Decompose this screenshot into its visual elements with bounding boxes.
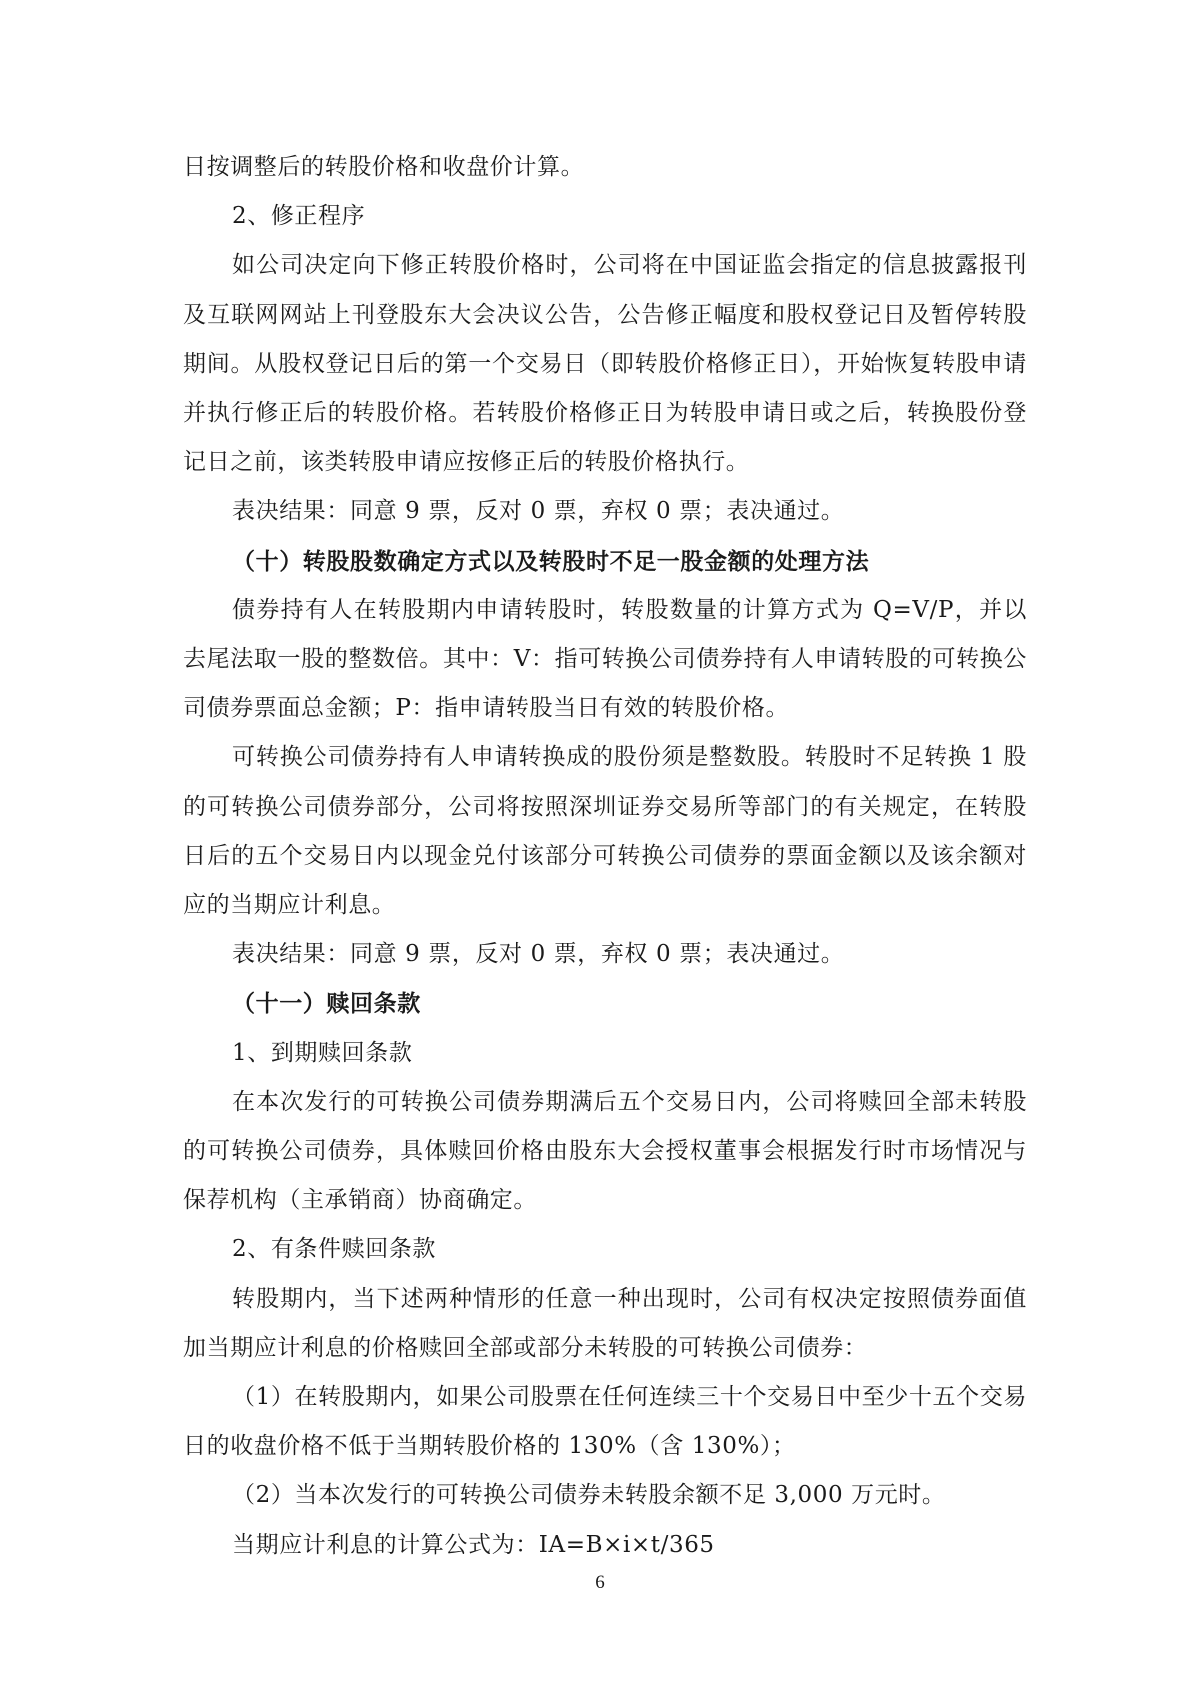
page-number: 6 [595, 1572, 605, 1593]
paragraph-conditional-redemption: 转股期内，当下述两种情形的任意一种出现时，公司有权决定按照债券面值加当期应计利息的价格赎回全部或部分未转股的可转换公司债券： [183, 1285, 1027, 1361]
paragraph-conversion-formula: 债券持有人在转股期内申请转股时，转股数量的计算方式为 Q=V/P，并以去尾法取一股的整数倍。其中：V：指可转换公司债券持有人申请转股的可转换公司债券票面总金额；P：指申请转股当日有效的转股价格。 [183, 596, 1027, 722]
paragraph-continuation: 日按调整后的转股价格和收盘价计算。 [183, 154, 585, 180]
page-body [183, 143, 1027, 1570]
paragraph-fractional-share: 可转换公司债券持有人申请转换成的股份须是整数股。转股时不足转换 1 股的可转换公司债券部分，公司将按照深圳证券交易所等部门的有关规定，在转股日后的五个交易日内以现金兑付该部分可转换公司债券的票面金额以及该余额对应的当期应计利息。 [183, 744, 1027, 919]
condition-item-1: （1）在转股期内，如果公司股票在任何连续三十个交易日中至少十五个交易日的收盘价格不低于当期转股价格的 130%（含 130%）； [183, 1384, 1027, 1460]
section-heading-10: （十）转股股数确定方式以及转股时不足一股金额的处理方法 [232, 547, 870, 575]
subheading-maturity-redemption: 1、到期赎回条款 [232, 1039, 413, 1066]
voting-result: 表决结果：同意 9 票，反对 0 票，弃权 0 票；表决通过。 [232, 498, 845, 525]
section-heading-11: （十一）赎回条款 [232, 990, 421, 1018]
condition-item-2: （2）当本次发行的可转换公司债券未转股余额不足 3,000 万元时。 [232, 1482, 946, 1509]
interest-formula: 当期应计利息的计算公式为：IA=B×i×t/365 [232, 1531, 715, 1558]
paragraph-maturity-redemption: 在本次发行的可转换公司债券期满后五个交易日内，公司将赎回全部未转股的可转换公司债券，具体赎回价格由股东大会授权董事会根据发行时市场情况与保荐机构（主承销商）协商确定。 [183, 1088, 1027, 1214]
subheading-conditional-redemption: 2、有条件赎回条款 [232, 1236, 437, 1263]
voting-result: 表决结果：同意 9 票，反对 0 票，弃权 0 票；表决通过。 [232, 941, 845, 968]
paragraph-correction-procedure: 如公司决定向下修正转股价格时，公司将在中国证监会指定的信息披露报刊及互联网网站上刊登股东大会决议公告，公告修正幅度和股权登记日及暂停转股期间。从股权登记日后的第一个交易日（即转股价格修正日），开始恢复转股申请并执行修正后的转股价格。若转股价格修正日为转股申请日或之后，转换股份登记日之前，该类转股申请应按修正后的转股价格执行。 [183, 252, 1027, 476]
subheading-correction-procedure: 2、修正程序 [232, 203, 366, 230]
